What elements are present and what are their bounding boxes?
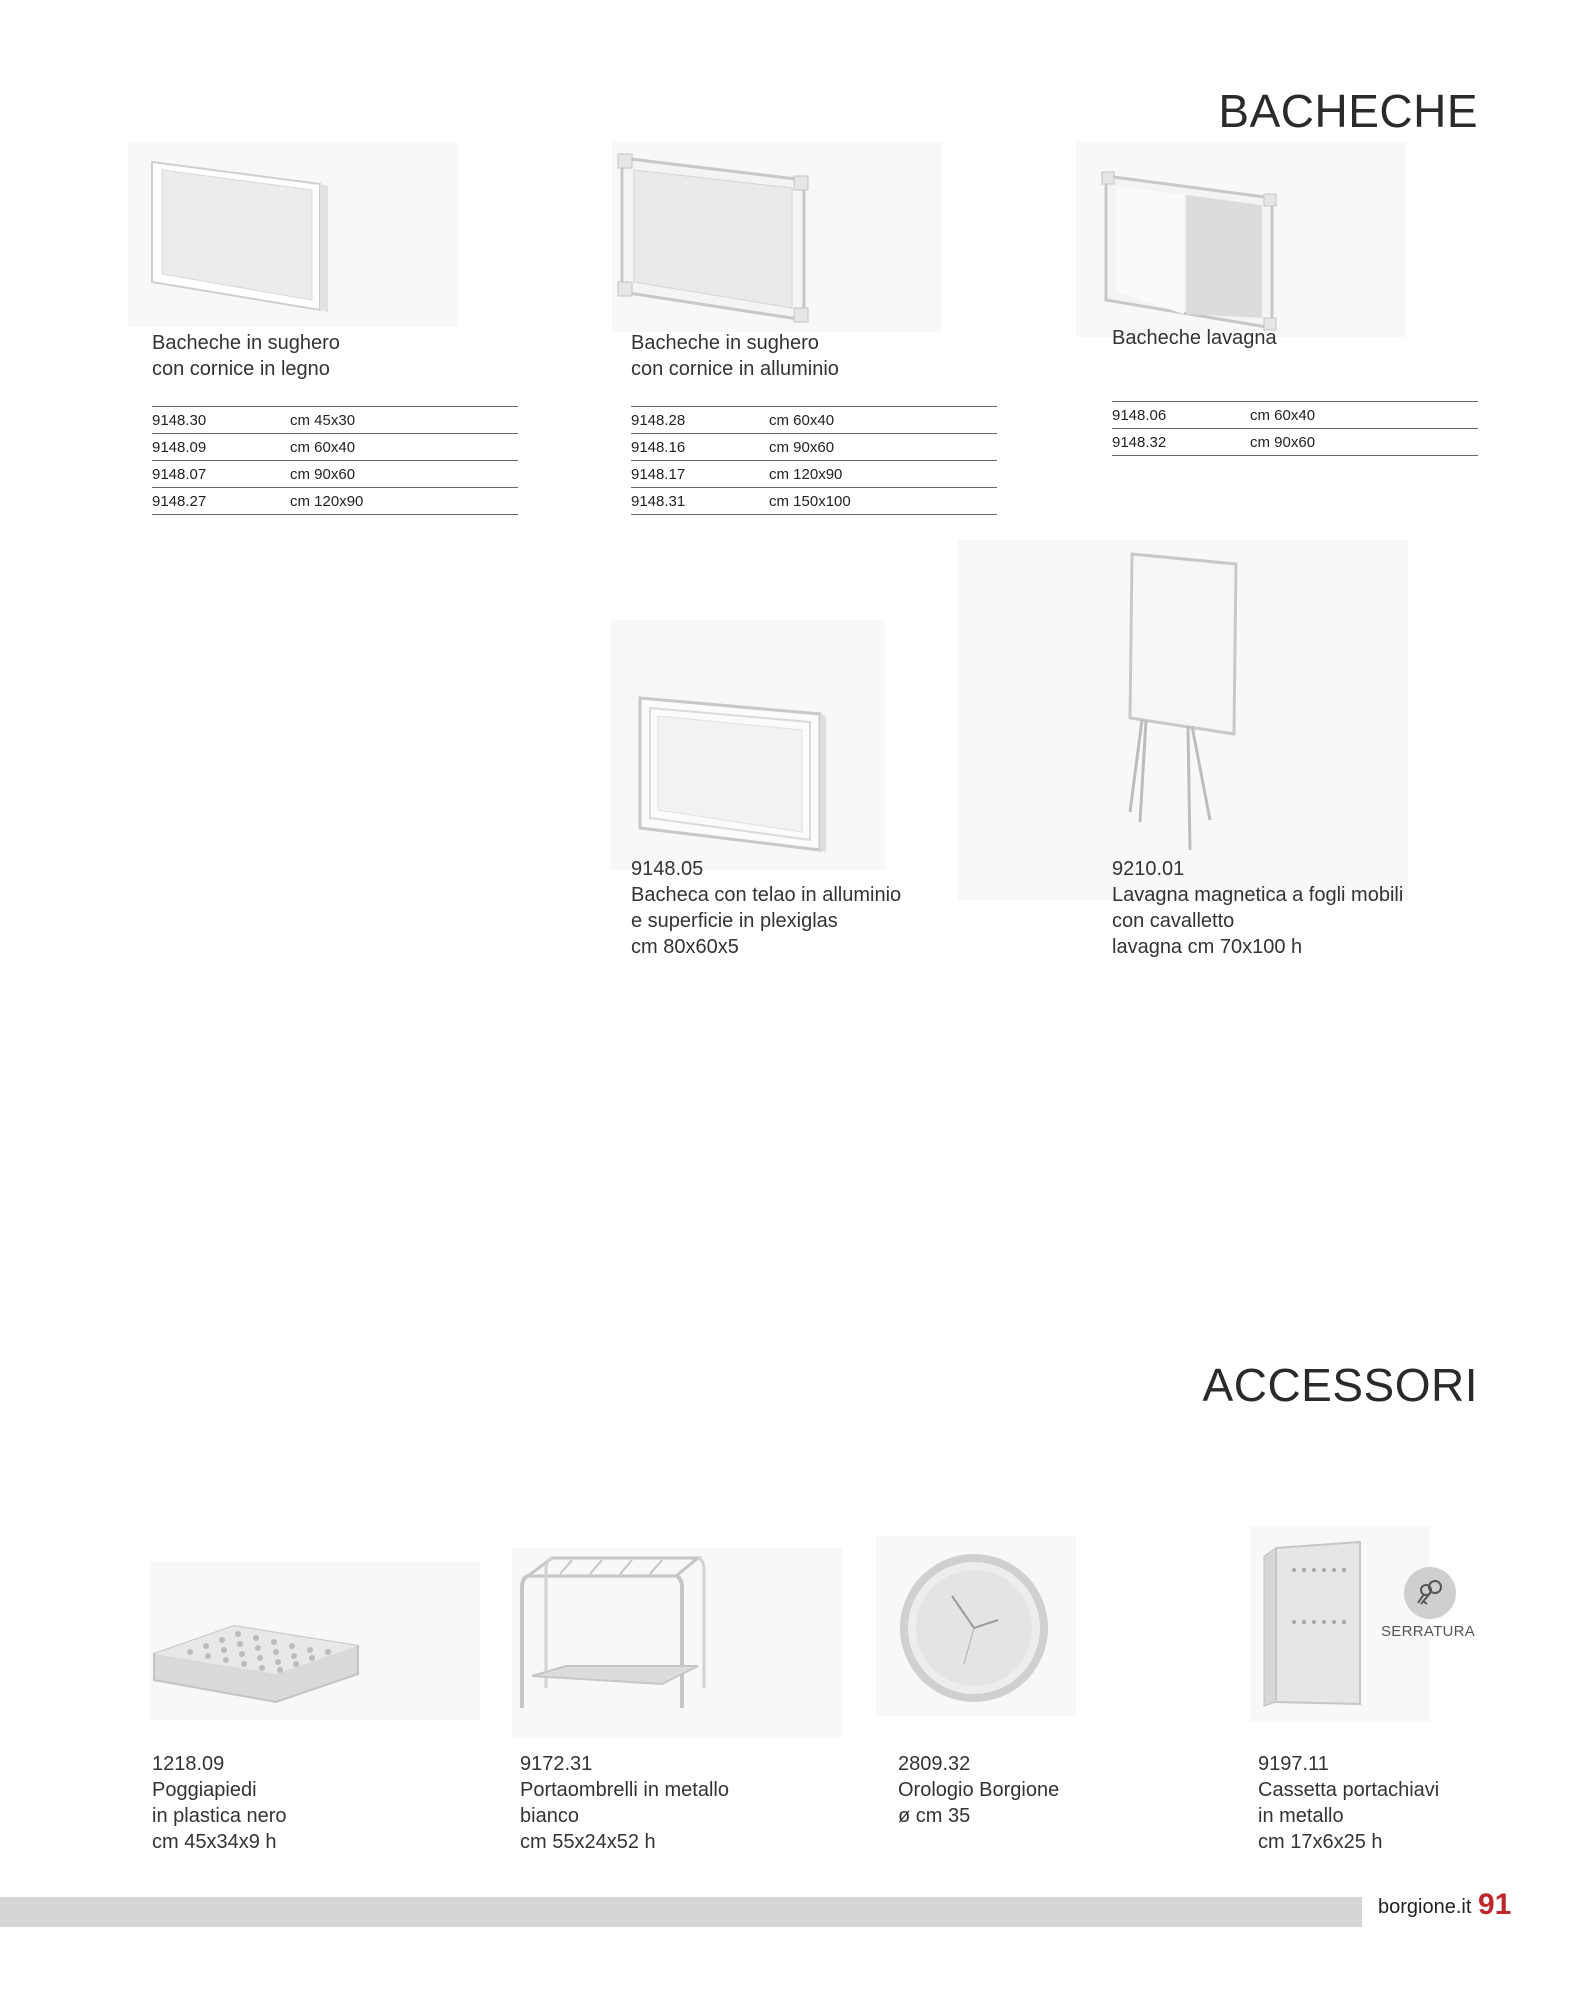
product-image-footrest: [150, 1562, 480, 1720]
product-size: cm 90x60: [769, 434, 997, 461]
product-code: 9148.05: [631, 858, 704, 880]
serratura-label: SERRATURA: [1381, 1623, 1476, 1640]
product-desc-easel-board: [1112, 856, 1403, 960]
product-image-lavagna: [1076, 142, 1406, 337]
table-row: [1112, 402, 1478, 429]
product-image-easel-board: [958, 540, 1408, 900]
product-size: cm 60x40: [290, 434, 518, 461]
product-desc-key-box: [1258, 1751, 1439, 1855]
section-title-accessori: ACCESSORI: [1202, 1359, 1478, 1411]
product-title-line: con cornice in legno: [152, 358, 330, 380]
product-code: 9210.01: [1112, 858, 1185, 880]
product-title-cork-wood: [152, 330, 340, 382]
table-row: [1112, 429, 1478, 456]
spec-table-cork-aluminium: [631, 406, 997, 515]
product-image-plexiglas-board: [610, 620, 885, 870]
product-desc-line: Lavagna magnetica a fogli mobili: [1112, 884, 1404, 906]
table-row: [631, 407, 997, 434]
product-desc-line: Orologio Borgione: [898, 1779, 1060, 1801]
serratura-badge: [1404, 1567, 1456, 1619]
page-number: 91: [1478, 1888, 1512, 1921]
footer-bar: [0, 1897, 1362, 1927]
product-title-line: Bacheche in sughero: [631, 332, 819, 354]
product-title-cork-aluminium: [631, 330, 839, 382]
table-row: [152, 434, 518, 461]
product-code: 2809.32: [898, 1753, 971, 1775]
table-row: [631, 434, 997, 461]
product-code: 9148.06: [1112, 402, 1250, 429]
product-desc-line: con cavalletto: [1112, 910, 1235, 932]
product-code: 9148.17: [631, 461, 769, 488]
product-desc-footrest: [152, 1751, 287, 1855]
product-image-clock: [876, 1536, 1076, 1716]
product-code: 9197.11: [1258, 1753, 1329, 1775]
product-desc-plexiglas-board: [631, 856, 901, 960]
product-desc-line: Cassetta portachiavi: [1258, 1779, 1440, 1801]
product-size: cm 60x40: [769, 407, 997, 434]
product-code: 9148.28: [631, 407, 769, 434]
product-desc-line: Poggiapiedi: [152, 1779, 257, 1801]
spec-table-lavagna: [1112, 401, 1478, 456]
product-title-line: Bacheche lavagna: [1112, 327, 1277, 349]
product-code: 9148.30: [152, 407, 290, 434]
product-size: cm 120x90: [290, 488, 518, 515]
table-row: [631, 461, 997, 488]
product-desc-line: cm 17x6x25 h: [1258, 1831, 1383, 1853]
product-desc-line: Portaombrelli in metallo: [520, 1779, 729, 1801]
product-size: cm 150x100: [769, 488, 997, 515]
table-row: [152, 407, 518, 434]
product-desc-line: e superficie in plexiglas: [631, 910, 838, 932]
product-code: 9172.31: [520, 1753, 593, 1775]
product-code: 9148.31: [631, 488, 769, 515]
footer-site-link[interactable]: borgione.it: [1378, 1896, 1472, 1918]
product-code: 1218.09: [152, 1753, 225, 1775]
table-row: [631, 488, 997, 515]
product-code: 9148.16: [631, 434, 769, 461]
product-desc-line: Bacheca con telao in alluminio: [631, 884, 902, 906]
product-title-line: con cornice in alluminio: [631, 358, 839, 380]
product-size: cm 120x90: [769, 461, 997, 488]
product-desc-clock: [898, 1751, 1059, 1829]
table-row: [152, 461, 518, 488]
product-size: cm 90x60: [290, 461, 518, 488]
section-title-bacheche: BACHECHE: [1218, 85, 1478, 137]
product-code: 9148.07: [152, 461, 290, 488]
table-row: [152, 488, 518, 515]
product-code: 9148.27: [152, 488, 290, 515]
product-image-cork-aluminium-frame: [612, 142, 942, 332]
product-desc-umbrella-stand: [520, 1751, 729, 1855]
product-image-cork-wood-frame: [128, 142, 458, 327]
product-size: cm 60x40: [1250, 402, 1478, 429]
product-desc-line: cm 80x60x5: [631, 936, 739, 958]
product-code: 9148.09: [152, 434, 290, 461]
product-desc-line: cm 55x24x52 h: [520, 1831, 656, 1853]
product-size: cm 90x60: [1250, 429, 1478, 456]
product-desc-line: lavagna cm 70x100 h: [1112, 936, 1303, 958]
product-desc-line: ø cm 35: [898, 1805, 971, 1827]
product-title-line: Bacheche in sughero: [152, 332, 340, 354]
product-title-lavagna: [1112, 325, 1277, 351]
spec-table-cork-wood: [152, 406, 518, 515]
product-code: 9148.32: [1112, 429, 1250, 456]
product-desc-line: in metallo: [1258, 1805, 1344, 1827]
product-desc-line: bianco: [520, 1805, 579, 1827]
keys-icon: [1413, 1576, 1447, 1610]
product-desc-line: cm 45x34x9 h: [152, 1831, 277, 1853]
product-image-umbrella-stand: [512, 1548, 842, 1738]
product-size: cm 45x30: [290, 407, 518, 434]
product-desc-line: in plastica nero: [152, 1805, 287, 1827]
